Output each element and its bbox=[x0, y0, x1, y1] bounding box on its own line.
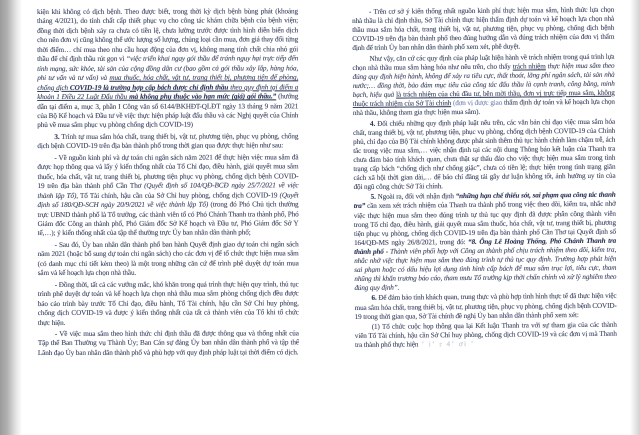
text-segment: - Thành viên phối hợp với Công an thành phố chịu trách nhiệm theo dõi, kiểm tra, nhắc nhở việc thực hiện mua sắm theo đúng trình tự thủ tục quy định. Trường hợp phát hiện sai phạm hoặc có dấu hiệu lợi dụng tình hình cấp bách để mua sắm trục lợi, tiêu cực, tham nhũng thì khẩn trương báo cáo, tham mưu Tổ trưởng kịp thời chấn chỉnh và xử lý nghiêm theo đúng quy định”. bbox=[354, 245, 617, 292]
text-segment: Ngoài ra, đối với nhận định bbox=[375, 192, 456, 202]
text-segment: “8. Ông Lê Hoàng Thống, Phó Chánh Thanh tra thành phố bbox=[354, 236, 617, 256]
text-segment: (hướng dẫn tại điểm a, mục 3, phần I Công văn số 6144/BKHĐT-QLĐT ngày 13 tháng 9 năm 2021 của Bộ Kế hoạch và Đầu tư về việc thực hiện pháp luật đấu thầu và các Nghị quyết của Chính phủ về mua sắm phục vụ phòng chống dịch COVID-19) bbox=[37, 92, 299, 130]
text-segment: mà không phụ thuộc vào hạn mức (giá) gói thầu.” bbox=[129, 92, 277, 101]
text-segment: 3. bbox=[54, 132, 60, 141]
text-segment: Đối chiếu những quy định pháp luật nêu trên, các văn bản chỉ đạo việc mua sắm hóa chất, trang thiết bị, vật tư, phương tiện, phục vụ phòng, chống dịch bệnh COVID-19 của Chính phủ, chỉ đạo của Bộ Tài chính không được phát sinh thêm thủ tục hành chính làm chậm trễ, ách tắc trong việc mua sắm,… việc nhận định tại các nội dung Thông báo kết luận của Thanh tra chưa đảm bảo tính khách quan, chưa thật sự thấu đáo cho việc thực hiện mua sắm trong tình trạng cấp bách “chống dịch như chống giặc”, chưa có tiền lệ; thực hiện trong tình trạng giãn cách xã hội thời gian dài,… để báo chí đăng tải gây dư luận không tốt, ảnh hưởng uy tín của đội ngũ công chức Sở Tài chính. bbox=[353, 117, 616, 191]
text-segment: cần xem xét trách nhiệm của Thanh tra thành phố trong việc theo dõi, kiểm tra, nhắc nhở việc thực hiện mua sắm theo đúng trình tự thủ tục quy định đã được phân công thành viên trong Tổ chỉ đạo, điều hành, giải quyết mua sắm thuốc, hóa chất, vật tư, trang thiết bị, phương tiện phục vụ phòng, chống dịch COVID-19 trên địa bàn thành phố Cần Thơ tại Quyết định số 164/QĐ-MS ngày 26/8/2021, trong đó: bbox=[353, 200, 616, 247]
paragraph bbox=[37, 153, 298, 239]
paragraph bbox=[354, 292, 616, 321]
scan-left-edge-shadow bbox=[0, 0, 22, 435]
text-segment: (đơn vị được giao bbox=[451, 98, 503, 108]
text-segment: COVID-19 là trường hợp cấp bách được chỉ định thầu bbox=[69, 83, 231, 92]
text-segment: - Về việc mua sắm theo hình thức chỉ định thầu đã được thông qua và thống nhất của Tập thể Ban Thường vụ Thành Ủy; Ban Cán sự đảng Ủy ban nhân dân thành phố và tập thể Lãnh đạo Ủy ban nhân dân thành phố và phù hợp với quy định pháp luật tại thời điểm có dịch. bbox=[37, 329, 299, 357]
text-segment: , Tổ Tài chính, hậu cần của Sở Chỉ huy phòng, chống dịch COVID-19 bbox=[76, 190, 280, 200]
text-segment: - Sau đó, Ủy ban nhân dân thành phố ban hành Quyết định giao dự toán chi ngân sách năm 2021 (hoặc bổ sung dự toán chi ngân sách) cho các đơn vị để tổ chức thực hiện mua sắm (có danh mục chi tiết kèm theo) là một trong những căn cứ để trình phê duyệt dự toán mua sắm và kế hoạch lựa chọn nhà thầu. bbox=[37, 240, 299, 278]
paragraph bbox=[37, 132, 298, 152]
paragraph bbox=[353, 117, 616, 192]
text-segment: 6. bbox=[371, 294, 377, 303]
text-segment: là trách nhiệm của chủ đầu tư, bên mời thầu, đơn vị trực tiếp mua sắm, không thuộc trách nhiệm của Sở Tài chính bbox=[352, 88, 615, 108]
text-segment: trách nhiệm bbox=[512, 62, 546, 71]
text-segment: Để đảm bảo tính khách quan, trung thực và phù hợp tình hình thực tế đã thực hiện việc mua sắm hóa chất, trang thiết bị, vật tư, phương tiện, phục vụ phòng, chống dịch bệnh COVID-19 trong thời gian qua, Sở Tài chính đề nghị Ủy ban nhân dân thành phố xem xét: bbox=[354, 292, 617, 321]
text-segment: ʼ iʼ r 4ʼ ơi ʼ bbox=[418, 340, 475, 349]
text-segment: - Trên cơ sở ý kiến thống nhất nguồn kinh phí thực hiện mua sắm, hình thức lựa chọn nhà thầu là chỉ định thầu, Sở Tài chính thực hiện thẩm định dự toán và kế hoạch lựa chọn nhà thầu mua sắm hóa chất, trang thiết bị, vật tư, phương tiện, phục vụ phòng, chống dịch bệnh COVID-19 trên địa bàn thành phố theo đúng hướng dẫn và đúng trách nhiệm của đơn vị thẩm định để trình Ủy ban nhân dân thành phố xem xét, phê duyệt. bbox=[352, 5, 615, 53]
paragraph bbox=[38, 240, 299, 278]
text-segment: (trong đó Phó Chủ tịch thường trực UBND thành phố là Tổ trưởng, các thành viên tổ có Phó Chánh Thanh tra thành phố, Phó Giám đốc Công an thành phố, Phó Giám đốc Sở Kế hoạch và Đầu tư, Phó Giám đốc Sở Y tế,…); ý kiến thống nhất của tập thể thường trực Ủy ban nhân dân thành phố; bbox=[37, 200, 299, 238]
text-segment: 5. bbox=[370, 193, 376, 202]
paragraph bbox=[38, 329, 299, 358]
paragraph bbox=[38, 280, 299, 328]
text-segment: - Đồng thời, tất cả các vướng mắc, khó khăn trong quá trình thực hiện quy trình, thủ tục trình phê duyệt dự toán và kế hoạch lựa chọn nhà thầu mua sắm phòng chống dịch đều được báo cáo trình bày trước Tổ Chỉ đạo, điều hành, Tổ Tài chính, hậu cần Sở Chỉ huy phòng, chống dịch COVID-19 và được ý kiến thống nhất của tất cả thành viên của Tổ khi tổ chức thực hiện. bbox=[37, 280, 299, 327]
page-left bbox=[37, 7, 299, 360]
paragraph bbox=[352, 6, 614, 54]
text-segment: (1) Tổ chức cuộc họp thông qua lại Kết luận Thanh tra với sự tham gia của các thành viên Tổ Tài chính, hậu cần Sở Chỉ huy phòng, chống dịch COVID-19 và các đơn vị mà Thanh tra thành phố thực hiện bbox=[354, 320, 617, 350]
text-segment: “việc triển khai ngay gói thầu để tránh nguy hại trực tiếp đến tính mạng, sức khỏe, tài sản của cộng đồng dân cư (bao gồm cả gói thầu xây lắp, hàng hóa, phi tư vấn và tư vấn) và bbox=[37, 54, 299, 83]
text-segment: mua thuốc, hóa chất, vật tư, trang thiết bị, phương tiện để phòng, chống dịch bbox=[37, 73, 299, 92]
text-segment: - Về nguồn kinh phí và dự toán chi ngân sách năm 2021 để thực hiện việc mua sắm đã được họp thông qua và lấy ý kiến thống nhất của Tổ Chỉ đạo, điều hành, giải quyết mua sắm thuốc, hóa chất, vật tư, trang thiết bị, phương tiện phục vụ phòng, chống dịch bệnh COVID-19 trên địa bàn thành phố Cần Thơ bbox=[37, 153, 299, 191]
text-segment: 4. bbox=[369, 119, 376, 128]
text-segment: (Quyết định số 104/QĐ-BCĐ ngày 25/7/2021 về việc thành lập Tổ) bbox=[37, 181, 299, 200]
text-segment: thực hiện mua sắm theo đúng quy định hiện hành, không để xảy ra tiêu cực, thất thoát, lãng phí ngân sách, tài sản nhà nước;… đồng thời, bảo đảm mục tiêu của công tác đấu thầu là cạnh tranh, công bằng, minh bạch, hiệu quả bbox=[352, 61, 615, 99]
paragraph bbox=[352, 52, 615, 118]
text-segment: thẩm định dự toán và kế hoạch lựa chọn nhà thầu, không tham gia thực hiện mua sắm). bbox=[352, 97, 615, 118]
text-segment: “những hạn chế thiếu sót, sai phạm qua công tác thanh tra” bbox=[353, 191, 616, 211]
page-right bbox=[352, 6, 617, 352]
paragraph bbox=[37, 7, 298, 131]
paragraph bbox=[354, 191, 617, 293]
text-segment: kiện khi không có dịch bệnh. Theo được biết, trong thời kỳ dịch bệnh bùng phát (khoảng tháng 4/2021), do tính chất cấp thiết phục vụ cho công tác khám chữa bệnh của bệnh viện; đồng thời dịch bệnh xảy ra chưa có tiền lệ, chưa lường trước được tình hình diễn biến dịch cho nên đơn vị cũng không thể ước lượng số lượng, chủng loại cần mua, đơn giá thay đổi từng thời điểm… chỉ mua theo nhu cầu hoạt động của đơn vị, không mang tính chất chia nhỏ gói thầu để chỉ định thầu rút gọn vì bbox=[37, 7, 299, 64]
text-segment: (Quyết định số 180/QĐ-SCH ngày 20/9/2021 về việc thành lập Tổ) bbox=[37, 190, 299, 210]
scan-right-edge-shadow bbox=[630, 0, 640, 435]
text-segment: theo quy định tại điểm a khoản 1 Điều 22 Luật Đấu thầu bbox=[37, 82, 299, 102]
text-segment: Như vậy, căn cứ các quy định của pháp luật hiện hành về trách nhiệm trong quá trình lựa chọn nhà thầu mua sắm hàng hóa như nêu trên, cho thấy bbox=[352, 52, 615, 72]
paragraph bbox=[355, 321, 617, 350]
text-segment: Trình tự mua sắm hóa chất, trang thiết bị, vật tư, phương tiện, phục vụ phòng, chống dịch bệnh COVID-19 trên địa bàn thành phố trong thời gian qua được thực hiện như sau: bbox=[37, 132, 299, 151]
